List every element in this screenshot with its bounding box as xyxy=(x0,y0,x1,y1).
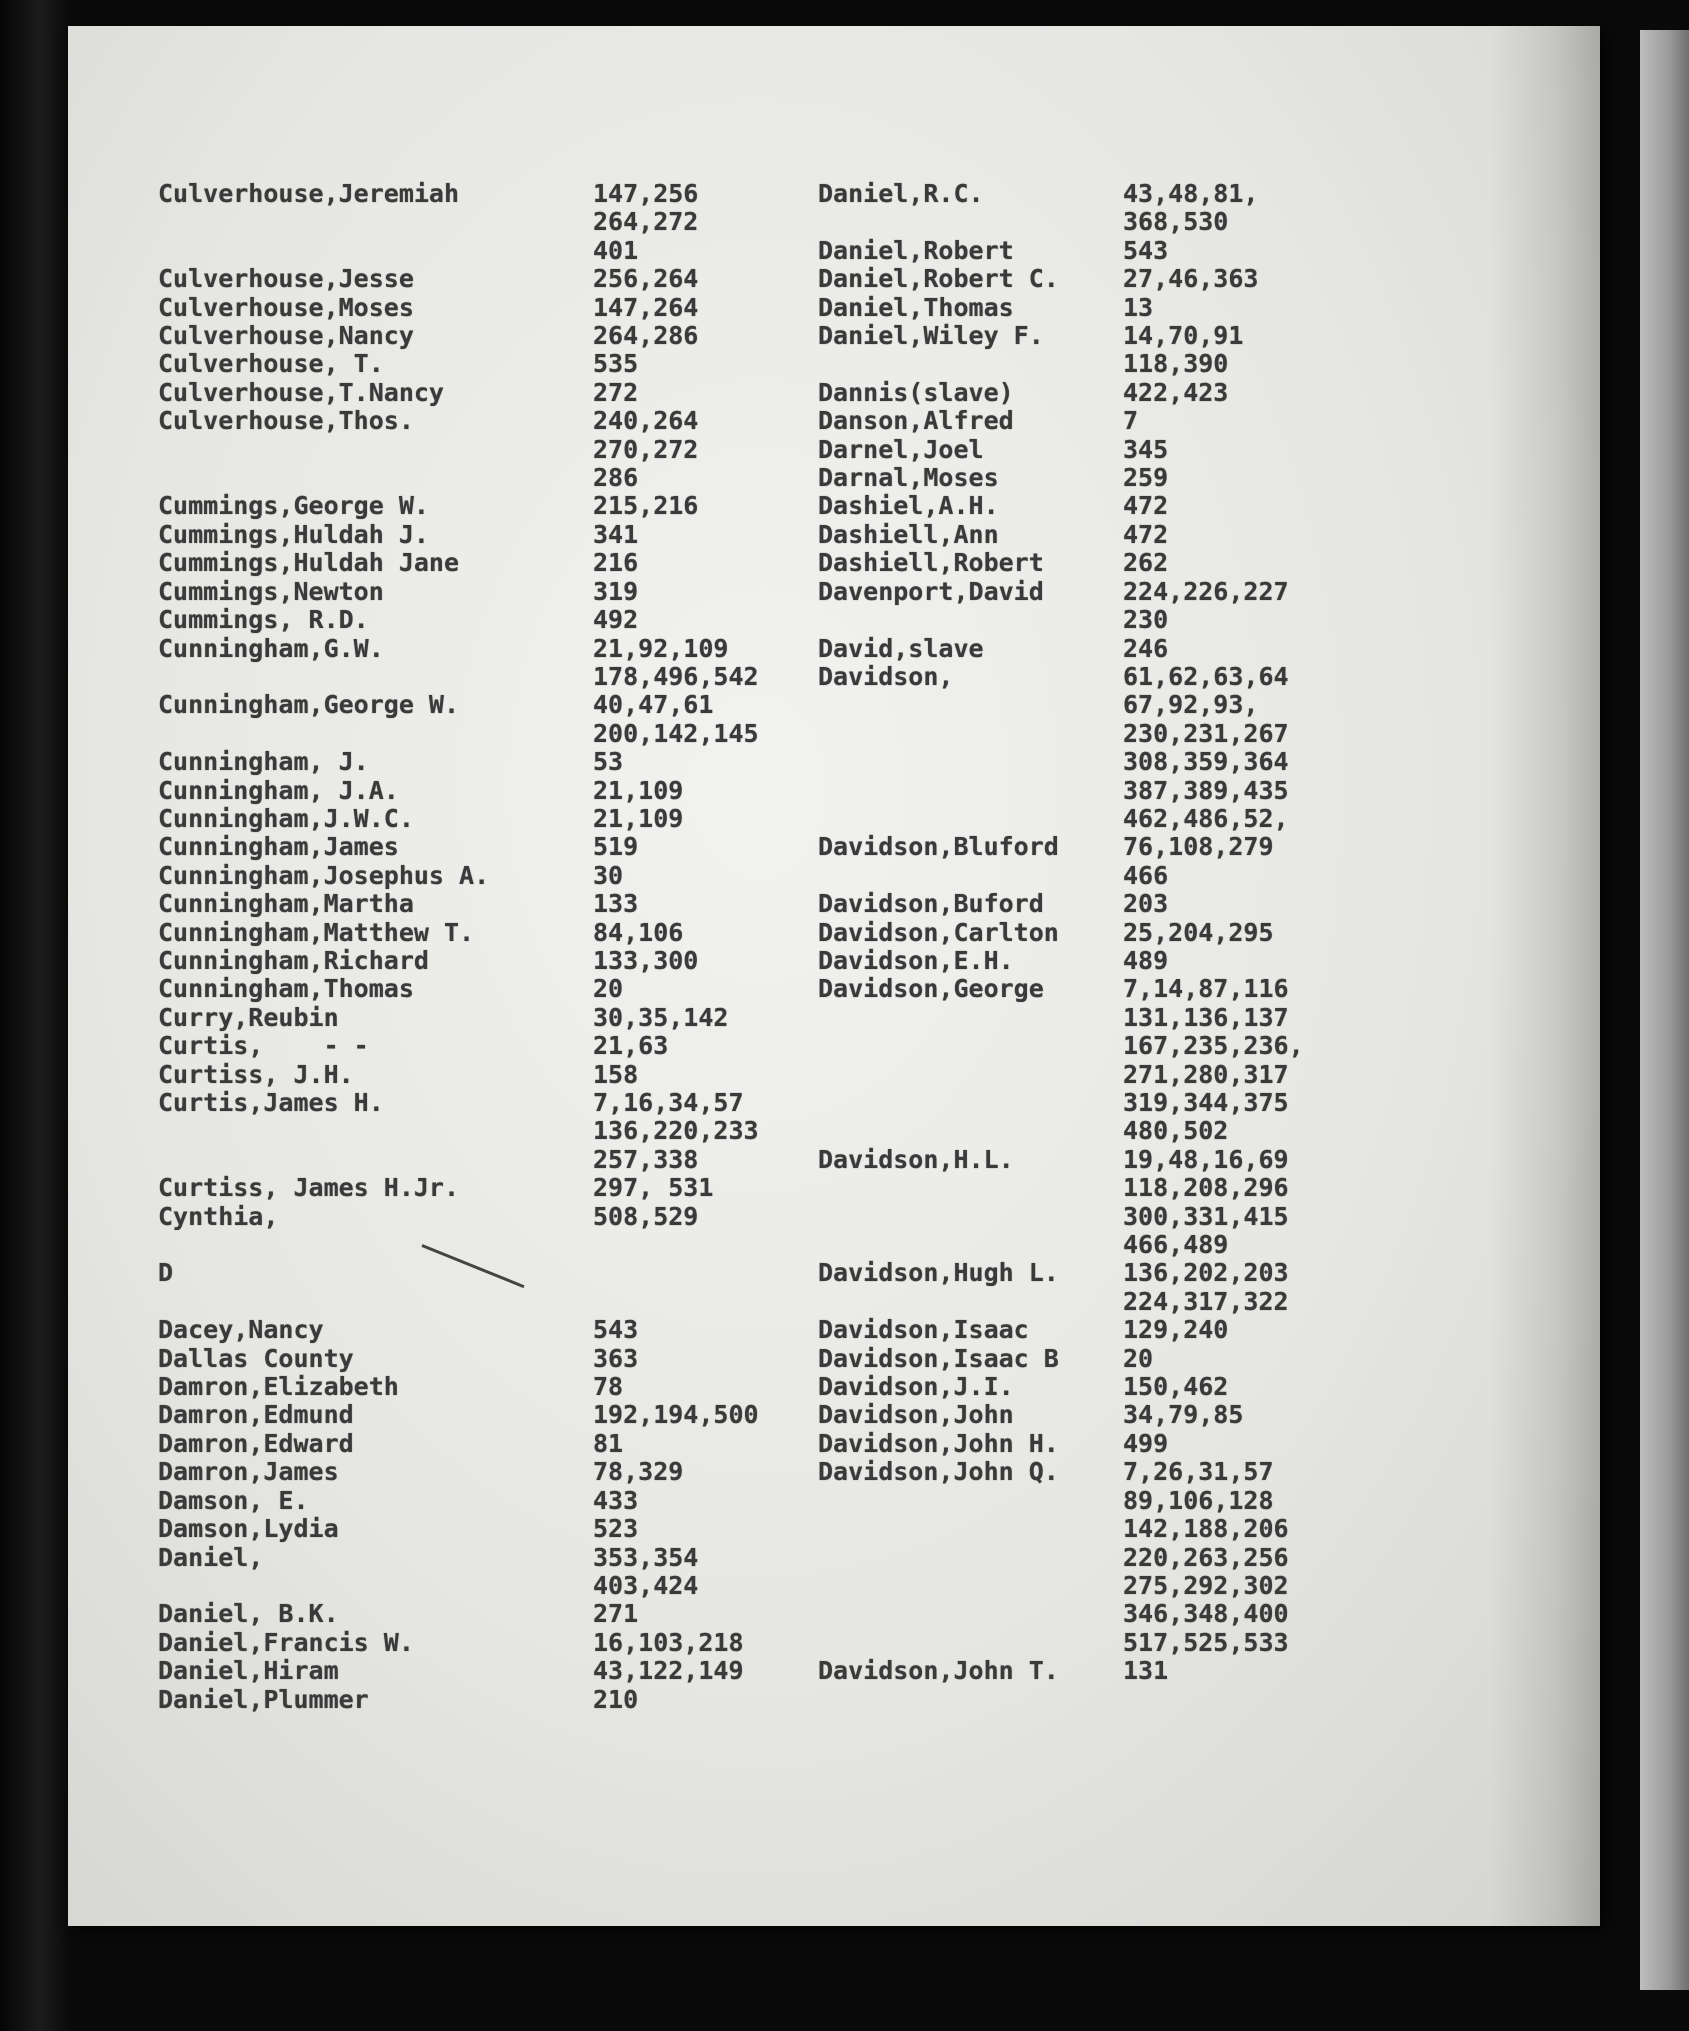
right-names-line xyxy=(818,720,1059,748)
left-pages-line: 192,194,500 xyxy=(593,1400,759,1430)
right-pages-line: 220,263,256 xyxy=(1123,1542,1289,1572)
right-names-line xyxy=(818,1089,1059,1117)
left-pages-line: 240,264 xyxy=(593,406,699,436)
right-pages-column xyxy=(1123,180,1304,1686)
left-names-line: Cummings,George W. xyxy=(158,491,429,521)
right-names-line: Davidson,J.I. xyxy=(818,1372,1014,1402)
left-pages-line: 256,264 xyxy=(593,264,699,294)
right-pages-line: 543 xyxy=(1123,235,1169,265)
right-names-line: Davidson,Carlton xyxy=(818,917,1059,947)
right-pages-line: 462,486,52, xyxy=(1123,803,1289,833)
left-names-line: Daniel,Francis W. xyxy=(158,1627,414,1657)
right-names-line xyxy=(818,1061,1059,1089)
left-names-line: Cunningham, J.A. xyxy=(158,775,399,805)
right-pages-line: 150,462 xyxy=(1123,1372,1229,1402)
left-names-line: Cunningham,Matthew T. xyxy=(158,917,475,947)
left-pages-line: 21,63 xyxy=(593,1031,669,1061)
left-names-line: Culverhouse,Jeremiah xyxy=(158,179,460,208)
left-pages-line: 433 xyxy=(593,1485,639,1515)
right-pages-line: 118,390 xyxy=(1123,349,1229,379)
right-names-line xyxy=(818,1487,1059,1515)
right-names-line xyxy=(818,1174,1059,1202)
right-pages-line: 259 xyxy=(1123,463,1169,493)
left-names-line: Culverhouse, T. xyxy=(158,349,384,379)
left-pages-line xyxy=(593,1231,759,1259)
left-names-line: Cummings,Huldah J. xyxy=(158,519,429,549)
left-names-line: Damron,Edmund xyxy=(158,1400,354,1430)
right-names-line: Dashiell,Robert xyxy=(818,548,1044,578)
left-names-line: Dallas County xyxy=(158,1343,354,1373)
left-pages-line xyxy=(593,1288,759,1316)
left-names-line xyxy=(158,720,489,748)
left-pages-line: 297, 531 xyxy=(593,1173,714,1203)
left-pages-line: 215,216 xyxy=(593,491,699,521)
left-pages-line: 84,106 xyxy=(593,917,684,947)
left-pages-line: 286 xyxy=(593,463,639,493)
left-names-line: Damron,James xyxy=(158,1457,339,1487)
right-pages-line: 19,48,16,69 xyxy=(1123,1144,1289,1174)
left-names-line: Culverhouse,Thos. xyxy=(158,406,414,436)
left-names-line: Cunningham,Martha xyxy=(158,889,414,919)
left-pages-line: 363 xyxy=(593,1343,639,1373)
right-names-line: Davidson, xyxy=(818,661,954,691)
right-names-line xyxy=(818,1600,1059,1628)
left-pages-line: 270,272 xyxy=(593,434,699,464)
left-names-line: Daniel,Plummer xyxy=(158,1684,369,1714)
left-pages-line: 136,220,233 xyxy=(593,1116,759,1146)
right-pages-line: 27,46,363 xyxy=(1123,264,1259,294)
right-names-line: Daniel,Robert xyxy=(818,235,1014,265)
right-names-line: Davidson,George xyxy=(818,974,1044,1004)
left-names-line xyxy=(158,237,489,265)
left-pages-line: 147,264 xyxy=(593,292,699,322)
left-names-line: Cummings,Huldah Jane xyxy=(158,548,460,578)
left-pages-line: 492 xyxy=(593,605,639,635)
left-names-line: Cunningham,Thomas xyxy=(158,974,414,1004)
right-names-line: Davidson,Hugh L. xyxy=(818,1258,1059,1288)
left-names-line: Cunningham,George W. xyxy=(158,690,460,720)
left-names-line xyxy=(158,1288,489,1316)
left-pages-column xyxy=(593,180,759,1714)
left-pages-line: 543 xyxy=(593,1315,639,1345)
left-names-line: Cunningham,J.W.C. xyxy=(158,803,414,833)
right-names-line xyxy=(818,1515,1059,1543)
right-pages-line: 89,106,128 xyxy=(1123,1485,1274,1515)
right-pages-line: 387,389,435 xyxy=(1123,775,1289,805)
right-pages-line: 345 xyxy=(1123,434,1169,464)
right-names-line: Dashiell,Ann xyxy=(818,519,999,549)
right-pages-line: 25,204,295 xyxy=(1123,917,1274,947)
right-names-line: Davidson,John T. xyxy=(818,1656,1059,1686)
right-pages-line: 246 xyxy=(1123,633,1169,663)
right-names-line: Davidson,Bluford xyxy=(818,832,1059,862)
right-names-line xyxy=(818,1203,1059,1231)
left-pages-line: 7,16,34,57 xyxy=(593,1088,744,1117)
left-pages-line: 353,354 xyxy=(593,1542,699,1572)
right-pages-line: 271,280,317 xyxy=(1123,1059,1289,1089)
right-names-line: Davidson,John xyxy=(818,1400,1014,1430)
left-names-line: Cunningham,James xyxy=(158,832,399,862)
right-pages-line: 129,240 xyxy=(1123,1315,1229,1345)
right-pages-line: 319,344,375 xyxy=(1123,1088,1289,1117)
left-names-line xyxy=(158,208,489,236)
left-pages-line: 30 xyxy=(593,860,624,890)
right-pages-line: 422,423 xyxy=(1123,377,1229,407)
right-names-line: Davidson,Buford xyxy=(818,889,1044,919)
left-pages-line: 16,103,218 xyxy=(593,1627,744,1657)
right-names-line xyxy=(818,1288,1059,1316)
right-names-line: Davidson,H.L. xyxy=(818,1144,1014,1174)
right-pages-line: 67,92,93, xyxy=(1123,690,1259,720)
right-pages-line: 20 xyxy=(1123,1343,1154,1373)
left-names-line xyxy=(158,663,489,691)
left-pages-line: 264,286 xyxy=(593,321,699,351)
left-names-line: Damron,Edward xyxy=(158,1428,354,1458)
left-pages-line: 21,109 xyxy=(593,775,684,805)
right-pages-line: 61,62,63,64 xyxy=(1123,661,1289,691)
left-pages-line: 508,529 xyxy=(593,1201,699,1231)
right-names-line xyxy=(818,1004,1059,1032)
left-pages-line: 200,142,145 xyxy=(593,718,759,748)
right-names-line: Darnal,Moses xyxy=(818,463,999,493)
left-names-line: Dacey,Nancy xyxy=(158,1315,324,1345)
right-names-line xyxy=(818,1629,1059,1657)
adjacent-page-edge xyxy=(1640,30,1689,1990)
left-pages-line: 21,92,109 xyxy=(593,633,729,663)
left-names-line xyxy=(158,464,489,492)
right-names-line xyxy=(818,1032,1059,1060)
right-pages-line: 76,108,279 xyxy=(1123,832,1274,862)
left-names-line: Damson,Lydia xyxy=(158,1514,339,1544)
right-names-line xyxy=(818,1572,1059,1600)
right-pages-line: 131 xyxy=(1123,1656,1169,1686)
left-names-line: Culverhouse,Moses xyxy=(158,292,414,322)
right-names-line: Davenport,David xyxy=(818,576,1044,606)
right-pages-line: 230 xyxy=(1123,605,1169,635)
right-pages-line: 131,136,137 xyxy=(1123,1002,1289,1032)
left-pages-line xyxy=(593,1259,759,1287)
left-pages-line: 216 xyxy=(593,548,639,578)
right-pages-line: 34,79,85 xyxy=(1123,1400,1244,1430)
right-names-line xyxy=(818,862,1059,890)
right-names-line xyxy=(818,1117,1059,1145)
left-pages-line: 40,47,61 xyxy=(593,690,714,720)
right-pages-line: 472 xyxy=(1123,519,1169,549)
right-pages-line: 262 xyxy=(1123,548,1169,578)
left-pages-line: 21,109 xyxy=(593,803,684,833)
left-names-line xyxy=(158,1572,489,1600)
left-names-line: Cunningham,Josephus A. xyxy=(158,860,490,890)
right-names-line: Dashiel,A.H. xyxy=(818,491,999,521)
left-names-line xyxy=(158,1231,489,1259)
left-names-line: Culverhouse,Jesse xyxy=(158,264,414,294)
right-pages-line: 7 xyxy=(1123,406,1139,436)
left-pages-line: 257,338 xyxy=(593,1144,699,1174)
right-names-line xyxy=(818,691,1059,719)
right-pages-line: 224,317,322 xyxy=(1123,1286,1289,1316)
left-pages-line: 272 xyxy=(593,377,639,407)
left-names-line: D xyxy=(158,1258,174,1288)
right-names-line xyxy=(818,777,1059,805)
left-pages-line: 401 xyxy=(593,235,639,265)
right-pages-line: 308,359,364 xyxy=(1123,747,1289,777)
left-names-line: Damron,Elizabeth xyxy=(158,1372,399,1402)
left-names-line: Curry,Reubin xyxy=(158,1002,339,1032)
right-pages-line: 13 xyxy=(1123,292,1154,322)
right-names-line: Davidson,John Q. xyxy=(818,1457,1059,1487)
right-pages-line: 368,530 xyxy=(1123,207,1229,237)
left-names-line: Curtis,James H. xyxy=(158,1088,384,1117)
left-names-line xyxy=(158,1117,489,1145)
left-names-line xyxy=(158,436,489,464)
left-pages-line: 341 xyxy=(593,519,639,549)
left-pages-line: 20 xyxy=(593,974,624,1004)
left-pages-line: 158 xyxy=(593,1059,639,1089)
left-pages-line: 519 xyxy=(593,832,639,862)
right-names-line xyxy=(818,1544,1059,1572)
right-pages-line: 517,525,533 xyxy=(1123,1627,1289,1657)
left-pages-line: 523 xyxy=(593,1514,639,1544)
right-names-line xyxy=(818,606,1059,634)
left-names-line: Cynthia, xyxy=(158,1201,279,1231)
left-pages-line: 210 xyxy=(593,1684,639,1714)
right-names-line: Davidson,Isaac B xyxy=(818,1343,1059,1373)
left-names-line: Culverhouse,Nancy xyxy=(158,321,414,351)
page-curl-shadow xyxy=(1490,26,1600,1926)
left-pages-line: 319 xyxy=(593,576,639,606)
right-names-line xyxy=(818,1231,1059,1259)
left-names-line: Cunningham, J. xyxy=(158,747,369,777)
left-pages-line: 147,256 xyxy=(593,179,699,208)
left-pages-line: 43,122,149 xyxy=(593,1656,744,1686)
right-pages-line: 7,14,87,116 xyxy=(1123,974,1289,1004)
left-names-line: Cummings, R.D. xyxy=(158,605,369,635)
right-names-line: Daniel,R.C. xyxy=(818,179,984,208)
left-names-line: Daniel, B.K. xyxy=(158,1599,339,1629)
left-pages-line: 53 xyxy=(593,747,624,777)
right-names-line xyxy=(818,805,1059,833)
left-pages-line: 81 xyxy=(593,1428,624,1458)
right-pages-line: 499 xyxy=(1123,1428,1169,1458)
left-names-line: Cunningham,Richard xyxy=(158,945,429,975)
left-names-line: Damson, E. xyxy=(158,1485,309,1515)
right-pages-line: 275,292,302 xyxy=(1123,1570,1289,1600)
right-pages-line: 300,331,415 xyxy=(1123,1201,1289,1231)
left-pages-line: 78,329 xyxy=(593,1457,684,1487)
right-pages-line: 346,348,400 xyxy=(1123,1599,1289,1629)
right-pages-line: 167,235,236, xyxy=(1123,1031,1304,1061)
left-pages-line: 178,496,542 xyxy=(593,661,759,691)
right-names-line: Daniel,Wiley F. xyxy=(818,321,1044,351)
right-pages-line: 489 xyxy=(1123,945,1169,975)
right-names-line: Dannis(slave) xyxy=(818,377,1014,407)
left-names-column xyxy=(158,180,489,1714)
right-pages-line: 480,502 xyxy=(1123,1116,1229,1146)
right-pages-line: 466 xyxy=(1123,860,1169,890)
left-pages-line: 133,300 xyxy=(593,945,699,975)
left-pages-line: 535 xyxy=(593,349,639,379)
right-names-line: David,slave xyxy=(818,633,984,663)
left-names-line xyxy=(158,1146,489,1174)
right-pages-line: 466,489 xyxy=(1123,1230,1229,1260)
right-names-line: Danson,Alfred xyxy=(818,406,1014,436)
left-names-line: Curtis, - - xyxy=(158,1031,369,1061)
right-pages-line: 142,188,206 xyxy=(1123,1514,1289,1544)
right-names-column xyxy=(818,180,1059,1686)
right-pages-line: 43,48,81, xyxy=(1123,179,1259,208)
left-pages-line: 271 xyxy=(593,1599,639,1629)
left-names-line: Cummings,Newton xyxy=(158,576,384,606)
left-names-line: Curtiss, James H.Jr. xyxy=(158,1173,460,1203)
left-pages-line: 133 xyxy=(593,889,639,919)
right-names-line xyxy=(818,748,1059,776)
right-pages-line: 472 xyxy=(1123,491,1169,521)
right-pages-line: 230,231,267 xyxy=(1123,718,1289,748)
left-pages-line: 403,424 xyxy=(593,1570,699,1600)
left-names-line: Daniel, xyxy=(158,1542,264,1572)
left-pages-line: 264,272 xyxy=(593,207,699,237)
right-pages-line: 203 xyxy=(1123,889,1169,919)
left-names-line: Cunningham,G.W. xyxy=(158,633,384,663)
right-names-line xyxy=(818,208,1059,236)
right-names-line xyxy=(818,350,1059,378)
left-pages-line: 78 xyxy=(593,1372,624,1402)
right-names-line: Darnel,Joel xyxy=(818,434,984,464)
right-names-line: Daniel,Robert C. xyxy=(818,264,1059,294)
left-names-line: Daniel,Hiram xyxy=(158,1656,339,1686)
left-pages-line: 30,35,142 xyxy=(593,1002,729,1032)
left-names-line: Culverhouse,T.Nancy xyxy=(158,377,444,407)
right-names-line: Davidson,E.H. xyxy=(818,945,1014,975)
right-pages-line: 7,26,31,57 xyxy=(1123,1457,1274,1487)
left-names-line: Curtiss, J.H. xyxy=(158,1059,354,1089)
right-pages-line: 136,202,203 xyxy=(1123,1258,1289,1288)
right-pages-line: 224,226,227 xyxy=(1123,576,1289,606)
right-names-line: Davidson,John H. xyxy=(818,1428,1059,1458)
right-names-line: Daniel,Thomas xyxy=(818,292,1014,322)
right-pages-line: 14,70,91 xyxy=(1123,321,1244,351)
right-names-line: Davidson,Isaac xyxy=(818,1315,1029,1345)
right-pages-line: 118,208,296 xyxy=(1123,1173,1289,1203)
